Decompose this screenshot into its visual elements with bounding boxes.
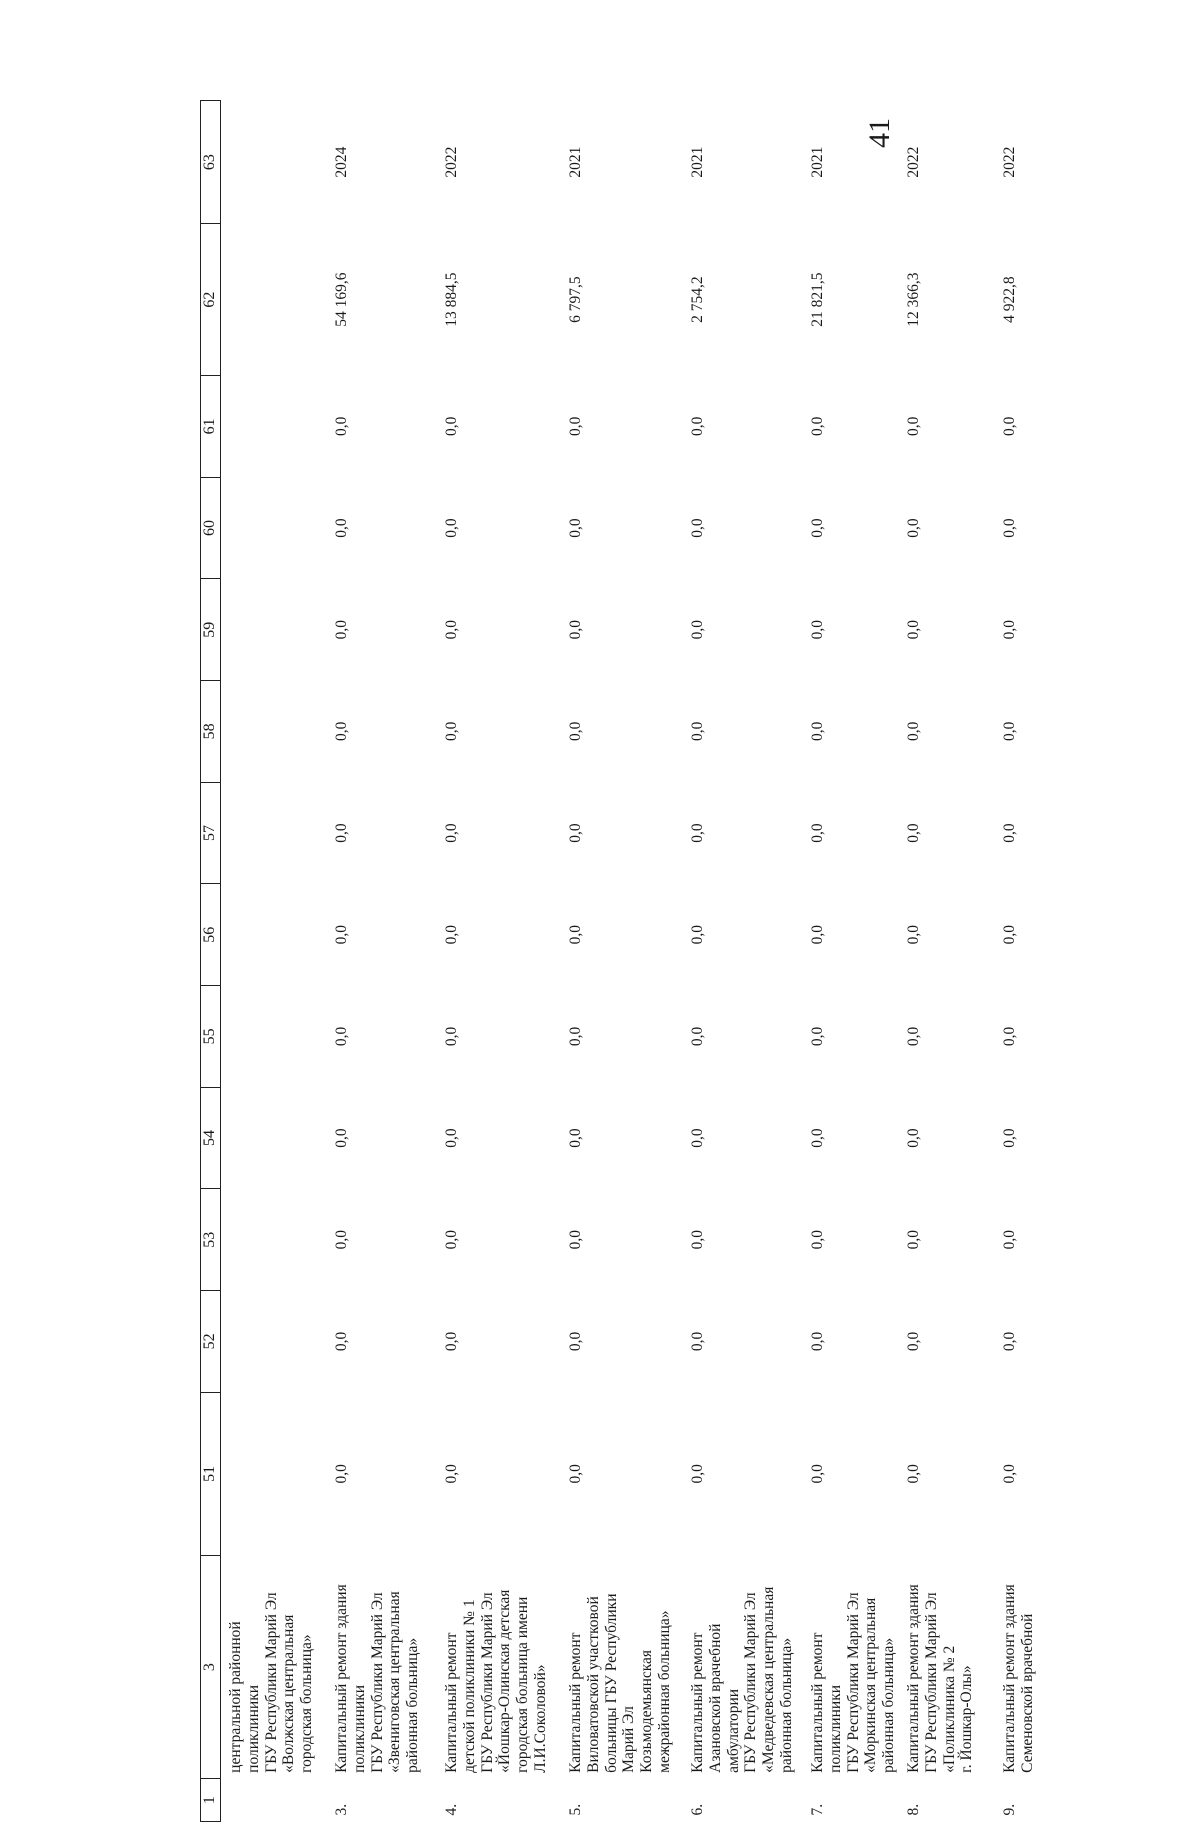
value-cell-col-57: 0,0 xyxy=(567,823,584,843)
value-cell-col-63: 2022 xyxy=(1001,146,1018,178)
row-number: 6. xyxy=(689,1803,706,1816)
object-name-cell xyxy=(689,1555,809,1778)
row-number xyxy=(221,1779,334,1822)
object-name-line: Л.И.Соколовой» xyxy=(532,1664,550,1773)
object-name-line: детской поликлиники № 1 xyxy=(460,1599,478,1773)
object-name-line: «Поликлиника № 2 xyxy=(940,1645,958,1773)
object-name-line: Капитальный ремонт xyxy=(443,1632,460,1773)
object-name-cell xyxy=(1001,1555,1059,1778)
object-name-line: поликлиники xyxy=(826,1684,844,1773)
value-cell-col-54: 0,0 xyxy=(689,1128,706,1148)
value-cell-col-52: 0,0 xyxy=(333,1331,350,1352)
value-cell-col-57: 0,0 xyxy=(905,823,922,843)
value-cell-col-62: 2 754,2 xyxy=(689,276,706,323)
object-name-line: поликлиники xyxy=(244,1684,262,1773)
value-cell-col-58: 0,0 xyxy=(809,721,826,742)
object-name-line: межрайонная больница» xyxy=(656,1610,674,1773)
table-row xyxy=(1001,101,1059,1822)
value-cell-col-58: 0,0 xyxy=(905,721,922,742)
object-name-line: ГБУ Республики Марий Эл xyxy=(742,1592,760,1773)
object-name-cell xyxy=(333,1555,443,1778)
value-cell-col-62: 13 884,5 xyxy=(443,272,460,327)
column-header-61: 61 xyxy=(201,376,221,478)
value-cell-col-53: 0,0 xyxy=(1001,1230,1018,1250)
value-cell-col-61: 0,0 xyxy=(443,416,460,437)
value-cell-col-53: 0,0 xyxy=(567,1230,584,1250)
value-cell-col-55: 0,0 xyxy=(333,1026,350,1047)
value-cell-col-55 xyxy=(221,986,334,1088)
object-name-line: Капитальный ремонт здания xyxy=(1001,1584,1018,1773)
value-cell-col-54: 0,0 xyxy=(1001,1128,1018,1148)
row-number: 4. xyxy=(443,1803,460,1816)
column-header-1: 1 xyxy=(201,1779,221,1822)
value-cell-col-52 xyxy=(221,1291,334,1393)
column-header-59: 59 xyxy=(201,579,221,681)
object-name-line: «Звениговская центральная xyxy=(386,1591,404,1773)
value-cell-col-63: 2021 xyxy=(689,146,706,178)
value-cell-col-51: 0,0 xyxy=(443,1464,460,1484)
value-cell-col-51: 0,0 xyxy=(1001,1464,1018,1484)
value-cell-col-56: 0,0 xyxy=(905,925,922,945)
object-name-cell xyxy=(809,1555,905,1778)
value-cell-col-51: 0,0 xyxy=(567,1464,584,1484)
value-cell-col-59: 0,0 xyxy=(905,620,922,640)
value-cell-col-57: 0,0 xyxy=(443,823,460,843)
value-cell-col-58 xyxy=(221,681,334,783)
value-cell-col-63: 2022 xyxy=(905,146,922,178)
value-cell-col-60: 0,0 xyxy=(333,518,350,538)
value-cell-col-55: 0,0 xyxy=(689,1026,706,1047)
value-cell-col-59: 0,0 xyxy=(809,620,826,640)
value-cell-col-61: 0,0 xyxy=(333,416,350,437)
value-cell-col-58: 0,0 xyxy=(443,721,460,742)
table-body xyxy=(221,101,1060,1822)
value-cell-col-60: 0,0 xyxy=(689,518,706,538)
value-cell-col-59: 0,0 xyxy=(1001,620,1018,640)
object-name-line: районная больница» xyxy=(778,1637,796,1773)
object-name-line: ГБУ Республики Марий Эл xyxy=(922,1592,940,1773)
value-cell-col-61: 0,0 xyxy=(567,416,584,437)
object-name-line: Семеновской врачебной xyxy=(1018,1613,1036,1773)
value-cell-col-62 xyxy=(221,224,334,376)
object-name-cell xyxy=(905,1555,1001,1778)
object-name-line: поликлиники xyxy=(350,1684,368,1773)
value-cell-col-62: 4 922,8 xyxy=(1001,276,1018,323)
value-cell-col-58: 0,0 xyxy=(333,721,350,742)
table-row xyxy=(905,101,1001,1822)
value-cell-col-53: 0,0 xyxy=(809,1230,826,1250)
column-header-3: 3 xyxy=(201,1555,221,1778)
object-name-line: ГБУ Республики Марий Эл xyxy=(368,1592,386,1773)
value-cell-col-54: 0,0 xyxy=(567,1128,584,1148)
value-cell-col-63 xyxy=(221,101,334,224)
object-name-cell xyxy=(221,1555,334,1778)
object-name-line: Капитальный ремонт xyxy=(567,1632,584,1773)
value-cell-col-58: 0,0 xyxy=(689,721,706,742)
value-cell-col-52: 0,0 xyxy=(905,1331,922,1352)
rotated-table-container xyxy=(200,100,1070,1822)
object-name-line: ГБУ Республики Марий Эл xyxy=(478,1592,496,1773)
value-cell-col-57: 0,0 xyxy=(689,823,706,843)
object-name-line: Азановской врачебной xyxy=(706,1623,724,1773)
value-cell-col-55: 0,0 xyxy=(1001,1026,1018,1047)
object-name-line: городская больница» xyxy=(298,1634,316,1773)
object-name-line: Капитальный ремонт здания xyxy=(905,1584,922,1773)
table-row xyxy=(333,101,443,1822)
object-name-line: «Медведевская центральная xyxy=(760,1586,778,1773)
value-cell-col-62: 21 821,5 xyxy=(809,272,826,327)
object-name-line: «Моркинская центральная xyxy=(862,1597,880,1773)
value-cell-col-55: 0,0 xyxy=(567,1026,584,1047)
value-cell-col-51: 0,0 xyxy=(333,1464,350,1484)
value-cell-col-56: 0,0 xyxy=(567,925,584,945)
value-cell-col-51: 0,0 xyxy=(905,1464,922,1484)
value-cell-col-61: 0,0 xyxy=(809,416,826,437)
value-cell-col-52: 0,0 xyxy=(1001,1331,1018,1352)
value-cell-col-53: 0,0 xyxy=(905,1230,922,1250)
object-name-line: Марий Эл xyxy=(620,1706,638,1773)
value-cell-col-56: 0,0 xyxy=(443,925,460,945)
column-header-56: 56 xyxy=(201,884,221,986)
value-cell-col-52: 0,0 xyxy=(567,1331,584,1352)
value-cell-col-54: 0,0 xyxy=(333,1128,350,1148)
value-cell-col-61 xyxy=(221,376,334,478)
object-name-cell xyxy=(443,1555,567,1778)
value-cell-col-61: 0,0 xyxy=(905,416,922,437)
object-name-line: больницы ГБУ Республики xyxy=(602,1593,620,1773)
value-cell-col-54 xyxy=(221,1087,334,1189)
column-header-57: 57 xyxy=(201,782,221,884)
value-cell-col-60: 0,0 xyxy=(809,518,826,538)
value-cell-col-59: 0,0 xyxy=(443,620,460,640)
value-cell-col-57 xyxy=(221,782,334,884)
value-cell-col-56: 0,0 xyxy=(689,925,706,945)
value-cell-col-56: 0,0 xyxy=(333,925,350,945)
table-row xyxy=(809,101,905,1822)
row-number: 3. xyxy=(333,1803,350,1816)
column-header-62: 62 xyxy=(201,224,221,376)
object-name-line: Капитальный ремонт xyxy=(809,1632,826,1773)
row-number: 9. xyxy=(1001,1803,1018,1816)
value-cell-col-62: 12 366,3 xyxy=(905,272,922,327)
table-row xyxy=(221,101,334,1822)
object-name-line: амбулатории xyxy=(724,1688,742,1773)
value-cell-col-51: 0,0 xyxy=(809,1464,826,1484)
value-cell-col-62: 6 797,5 xyxy=(567,276,584,323)
value-cell-col-63: 2021 xyxy=(809,146,826,178)
value-cell-col-60: 0,0 xyxy=(443,518,460,538)
column-header-58: 58 xyxy=(201,681,221,783)
value-cell-col-59: 0,0 xyxy=(689,620,706,640)
column-header-60: 60 xyxy=(201,477,221,579)
object-name-line: г. Йошкар-Олы» xyxy=(958,1665,976,1773)
value-cell-col-57: 0,0 xyxy=(809,823,826,843)
value-cell-col-58: 0,0 xyxy=(567,721,584,742)
value-cell-col-52: 0,0 xyxy=(443,1331,460,1352)
value-cell-col-55: 0,0 xyxy=(443,1026,460,1047)
object-name-line: ГБУ Республики Марий Эл xyxy=(844,1592,862,1773)
column-header-63: 63 xyxy=(201,101,221,224)
value-cell-col-57: 0,0 xyxy=(333,823,350,843)
header-row xyxy=(201,101,221,1822)
column-header-53: 53 xyxy=(201,1189,221,1291)
object-name-line: Виловатовской участковой xyxy=(584,1596,602,1773)
table-header xyxy=(201,101,221,1822)
value-cell-col-56 xyxy=(221,884,334,986)
value-cell-col-59: 0,0 xyxy=(333,620,350,640)
page-number: 41 xyxy=(863,118,896,148)
value-cell-col-51 xyxy=(221,1392,334,1555)
column-header-55: 55 xyxy=(201,986,221,1088)
object-name-line: районная больница» xyxy=(404,1637,422,1773)
row-number: 8. xyxy=(905,1803,922,1816)
value-cell-col-63: 2024 xyxy=(333,146,350,178)
value-cell-col-61: 0,0 xyxy=(1001,416,1018,437)
object-name-line: районная больница» xyxy=(880,1637,898,1773)
table-row xyxy=(443,101,567,1822)
value-cell-col-56: 0,0 xyxy=(1001,925,1018,945)
value-cell-col-53 xyxy=(221,1189,334,1291)
row-number: 5. xyxy=(567,1803,584,1816)
value-cell-col-59 xyxy=(221,579,334,681)
object-name-line: центральной районной xyxy=(227,1621,244,1773)
value-cell-col-60: 0,0 xyxy=(905,518,922,538)
object-name-cell xyxy=(567,1555,689,1778)
object-name-line: Капитальный ремонт здания xyxy=(333,1584,350,1773)
value-cell-col-63: 2022 xyxy=(443,146,460,178)
column-header-54: 54 xyxy=(201,1087,221,1189)
object-name-line: городская больница имени xyxy=(514,1596,532,1773)
value-cell-col-59: 0,0 xyxy=(567,620,584,640)
object-name-line: «Йошкар-Олинская детская xyxy=(496,1589,514,1773)
table-row xyxy=(567,101,689,1822)
value-cell-col-61: 0,0 xyxy=(689,416,706,437)
value-cell-col-52: 0,0 xyxy=(689,1331,706,1352)
object-name-line: Козьмодемьянская xyxy=(638,1649,656,1773)
value-cell-col-53: 0,0 xyxy=(333,1230,350,1250)
value-cell-col-54: 0,0 xyxy=(809,1128,826,1148)
column-header-52: 52 xyxy=(201,1291,221,1393)
value-cell-col-55: 0,0 xyxy=(905,1026,922,1047)
value-cell-col-52: 0,0 xyxy=(809,1331,826,1352)
table-row xyxy=(689,101,809,1822)
value-cell-col-53: 0,0 xyxy=(443,1230,460,1250)
value-cell-col-54: 0,0 xyxy=(443,1128,460,1148)
value-cell-col-60: 0,0 xyxy=(1001,518,1018,538)
value-cell-col-60: 0,0 xyxy=(567,518,584,538)
value-cell-col-57: 0,0 xyxy=(1001,823,1018,843)
value-cell-col-60 xyxy=(221,477,334,579)
value-cell-col-58: 0,0 xyxy=(1001,721,1018,742)
value-cell-col-53: 0,0 xyxy=(689,1230,706,1250)
value-cell-col-63: 2021 xyxy=(567,146,584,178)
value-cell-col-54: 0,0 xyxy=(905,1128,922,1148)
object-name-line: «Волжская центральная xyxy=(280,1614,298,1773)
value-cell-col-62: 54 169,6 xyxy=(333,272,350,327)
value-cell-col-51: 0,0 xyxy=(689,1464,706,1484)
financing-table xyxy=(200,100,1059,1822)
value-cell-col-55: 0,0 xyxy=(809,1026,826,1047)
value-cell-col-56: 0,0 xyxy=(809,925,826,945)
object-name-line: Капитальный ремонт xyxy=(689,1632,706,1773)
row-number: 7. xyxy=(809,1803,826,1816)
object-name-line: ГБУ Республики Марий Эл xyxy=(262,1592,280,1773)
column-header-51: 51 xyxy=(201,1392,221,1555)
